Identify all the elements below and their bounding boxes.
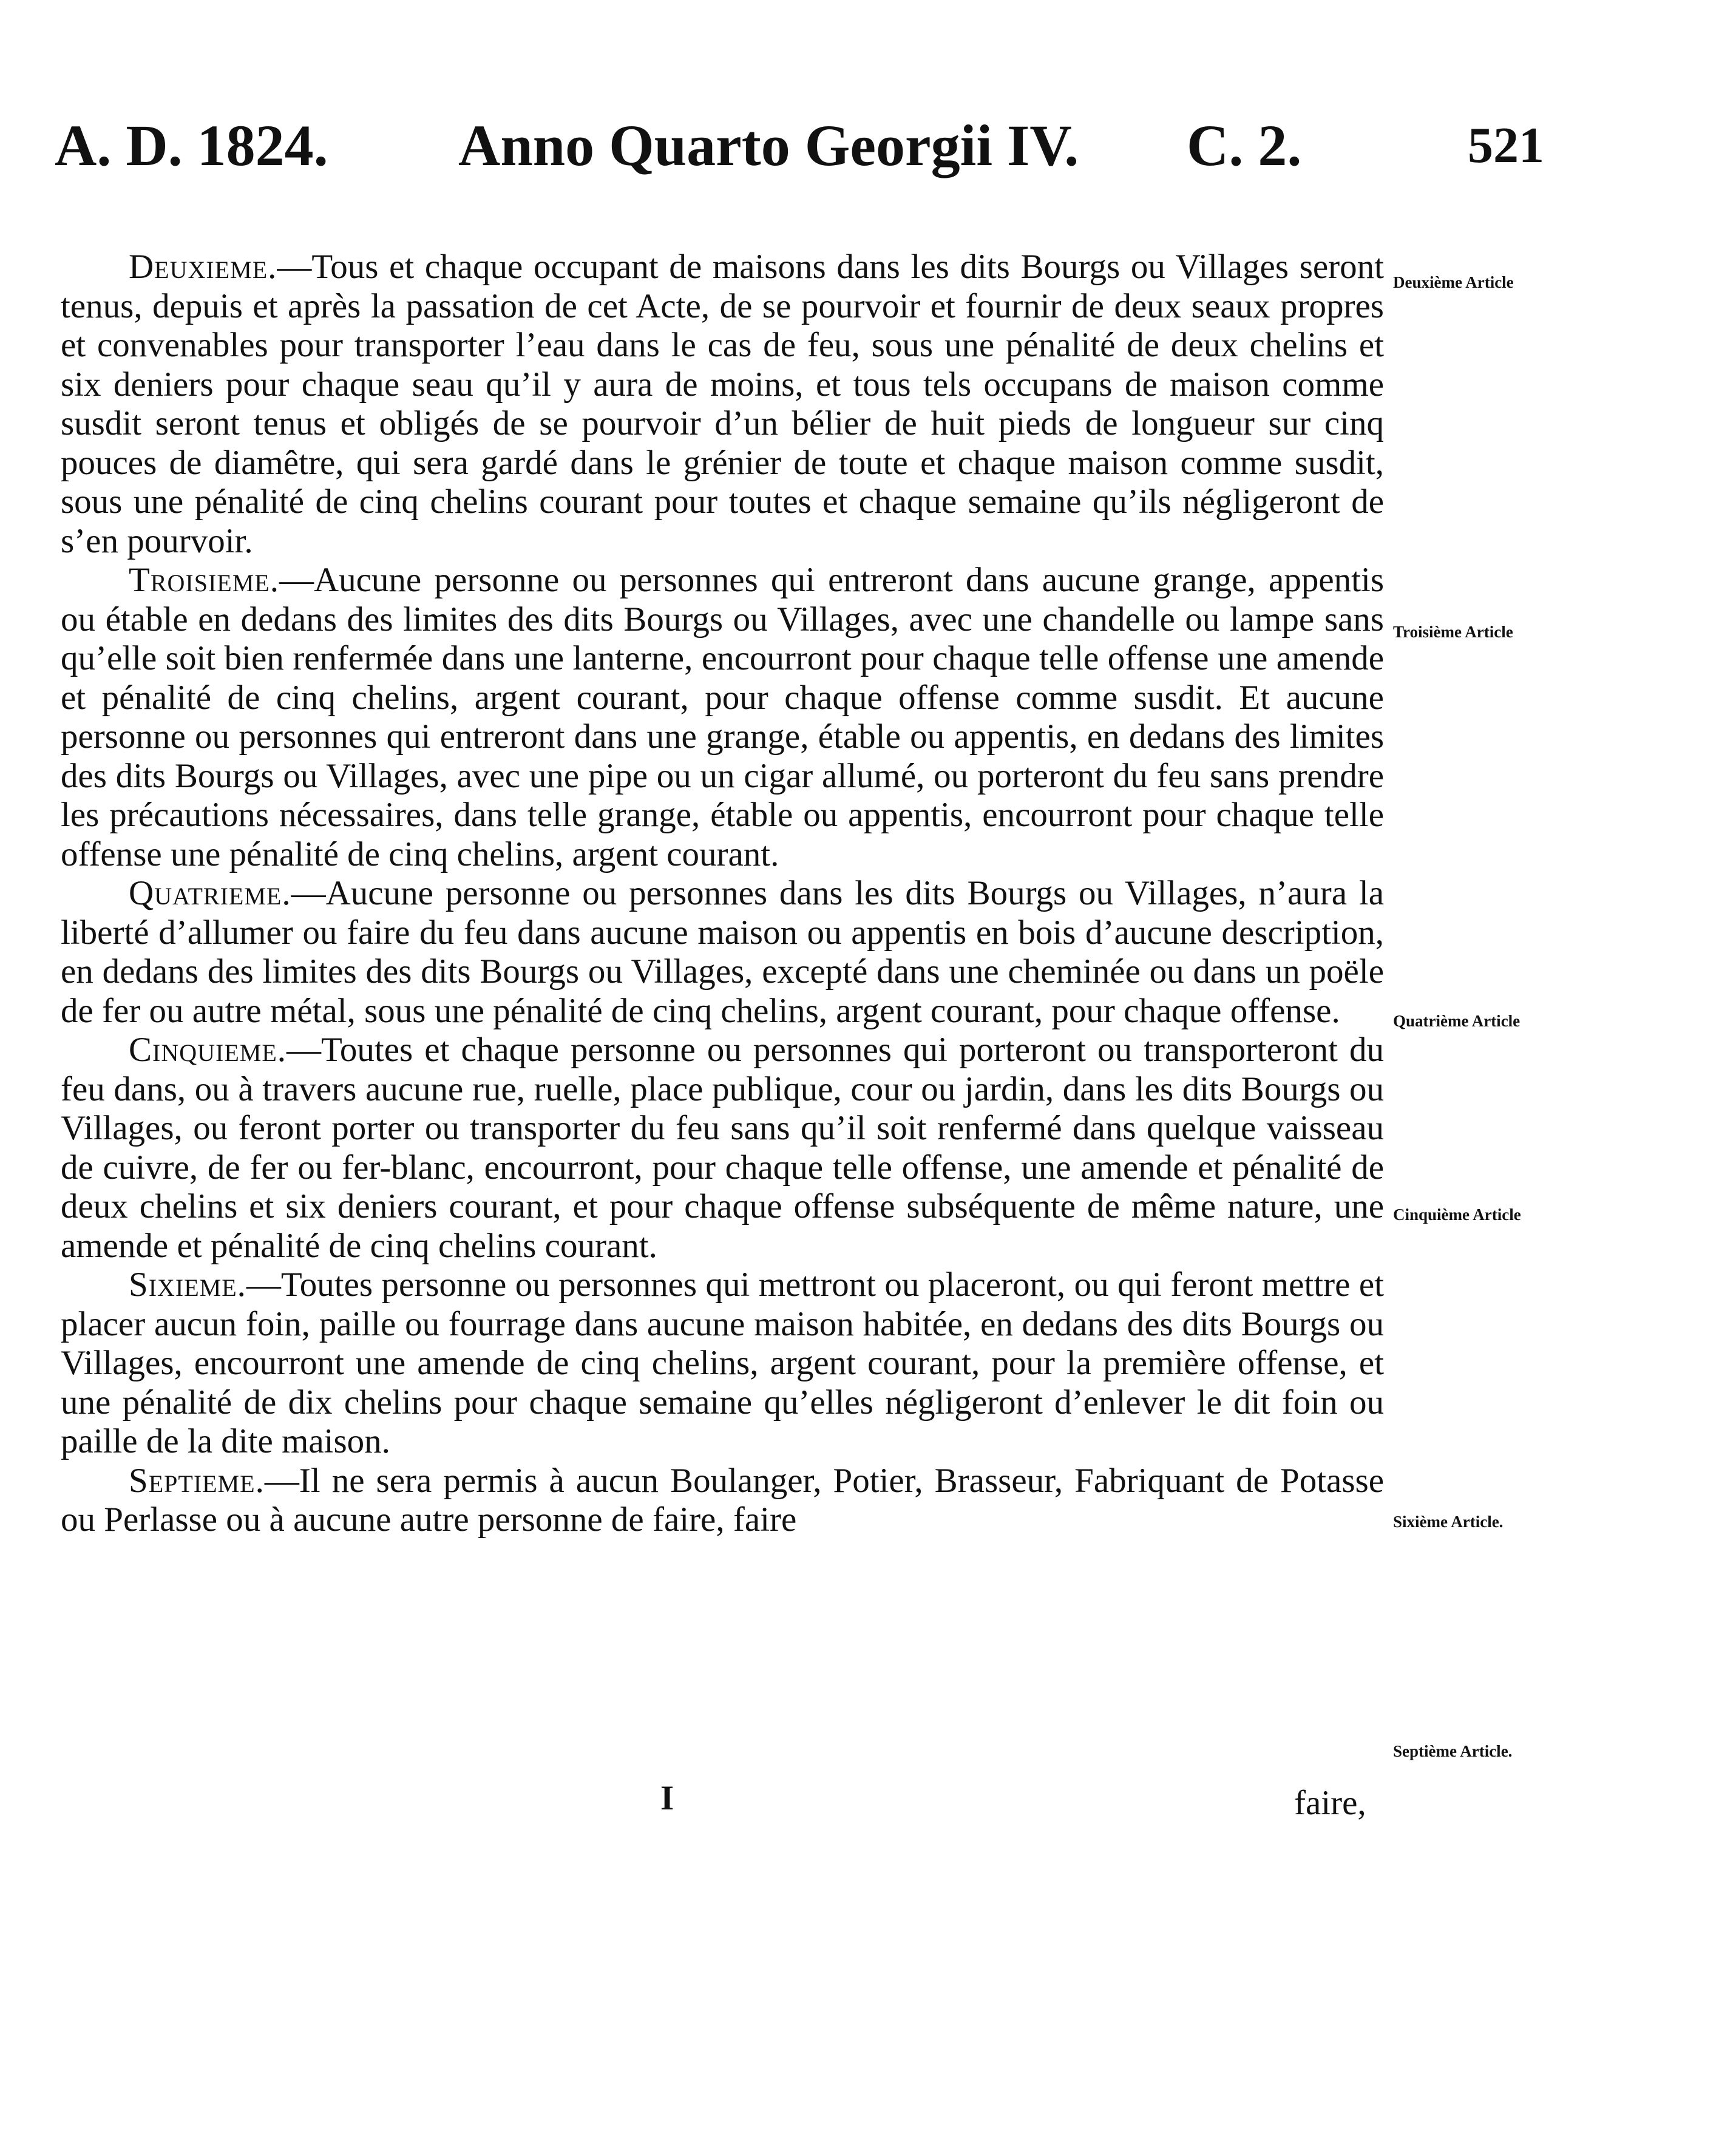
running-header xyxy=(55,109,1572,182)
margin-note-quatrieme: Quatrième Article xyxy=(1393,1012,1521,1030)
margin-note-deuxieme: Deuxième Article xyxy=(1393,273,1514,291)
article-lead: Troisieme. xyxy=(129,561,279,599)
article-paragraph xyxy=(61,1462,1384,1540)
header-title: Anno Quarto Georgii IV. xyxy=(458,113,1079,178)
signature-mark: I xyxy=(660,1779,674,1817)
article-text: —Il ne sera permis à aucun Boulanger, Potier, Brasseur, Fabriquant de Potasse ou Perlasse ou à aucune autre personne de faire, faire xyxy=(61,1461,1384,1539)
article-text: —Toutes et chaque personne ou personnes qui porteront ou transporteront du feu dans, ou à travers aucune rue, ruelle, place publique, cour ou jardin, dans les dits Bourgs ou Villages, ou feront porter ou transporter du feu sans qu’il soit renfermé dans quelque vaisseau de cuivre, de fer ou fer-blanc, encourront, pour chaque telle offense, une amende et pénalité de deux chelins et six deniers courant, et pour chaque offense subséquente de même nature, une amende et pénalité de cinq chelins courant. xyxy=(61,1031,1384,1265)
margin-note-cinquieme: Cinquième Article xyxy=(1393,1205,1521,1224)
catchword: faire, xyxy=(1294,1784,1366,1822)
article-paragraph xyxy=(61,561,1384,874)
article-paragraph xyxy=(61,248,1384,561)
article-lead: Septieme. xyxy=(129,1461,265,1500)
margin-note-sixieme: Sixième Article. xyxy=(1393,1513,1504,1531)
page-number: 521 xyxy=(1468,117,1544,174)
article-text: —Tous et chaque occupant de maisons dans les dits Bourgs ou Villages seront tenus, depuis et après la passation de cet Acte, de se pourvoir et fournir de deux seaux propres et convenables pour transporter l’eau dans le cas de feu, sous une pénalité de deux chelins et six deniers pour chaque seau qu’il y aura de moins, et tous tels occupans de maison comme susdit seront tenus et obligés de se pourvoir d’un bélier de huit pieds de longueur sur cinq pouces de diamêtre, qui sera gardé dans le grénier de toute et chaque maison comme susdit, sous une pénalité de cinq chelins courant pour toutes et chaque semaine qu’ils négligeront de s’en pourvoir. xyxy=(61,248,1384,560)
margin-note-septieme: Septième Article. xyxy=(1393,1742,1513,1760)
body-text xyxy=(61,248,1384,1540)
article-lead: Cinquieme. xyxy=(129,1031,287,1069)
header-chapter: C. 2. xyxy=(1187,113,1302,178)
article-text: —Aucune personne ou personnes dans les dits Bourgs ou Villages, n’aura la liberté d’allumer ou faire du feu dans aucune maison ou appentis en bois d’aucune description, en dedans des limites des dits Bourgs ou Villages, excepté dans une cheminée ou dans un poële de fer ou autre métal, sous une pénalité de cinq chelins, argent courant, pour chaque offense. xyxy=(61,874,1384,1030)
article-paragraph xyxy=(61,874,1384,1031)
article-text: —Toutes personne ou personnes qui mettront ou placeront, ou qui feront mettre et placer aucun foin, paille ou fourrage dans aucune maison habitée, en dedans des dits Bourgs ou Villages, encourront une amende de cinq chelins, argent courant, pour la première offense, et une pénalité de dix chelins pour chaque semaine qu’elles négligeront d’enlever le dit foin ou paille de la dite maison. xyxy=(61,1266,1384,1460)
article-text: —Aucune personne ou personnes qui entreront dans aucune grange, appentis ou étable en dedans des limites des dits Bourgs ou Villages, avec une chandelle ou lampe sans qu’elle soit bien renfermée dans une lanterne, encourront pour chaque telle offense une amende et pénalité de cinq chelins, argent courant, pour chaque offense comme susdit. Et aucune personne ou personnes qui entreront dans une grange, étable ou appentis, en dedans des limites des dits Bourgs ou Villages, avec une pipe ou un cigar allumé, ou porteront du feu sans prendre les précautions nécessaires, dans telle grange, étable ou appentis, encourront pour chaque telle offense une pénalité de cinq chelins, argent courant. xyxy=(61,561,1384,873)
article-lead: Deuxieme. xyxy=(129,248,277,286)
margin-note-troisieme: Troisième Article xyxy=(1393,623,1513,641)
header-year: A. D. 1824. xyxy=(55,113,328,178)
article-lead: Sixieme. xyxy=(129,1266,246,1304)
article-paragraph xyxy=(61,1031,1384,1266)
article-lead: Quatrieme. xyxy=(129,874,291,912)
article-paragraph xyxy=(61,1266,1384,1462)
